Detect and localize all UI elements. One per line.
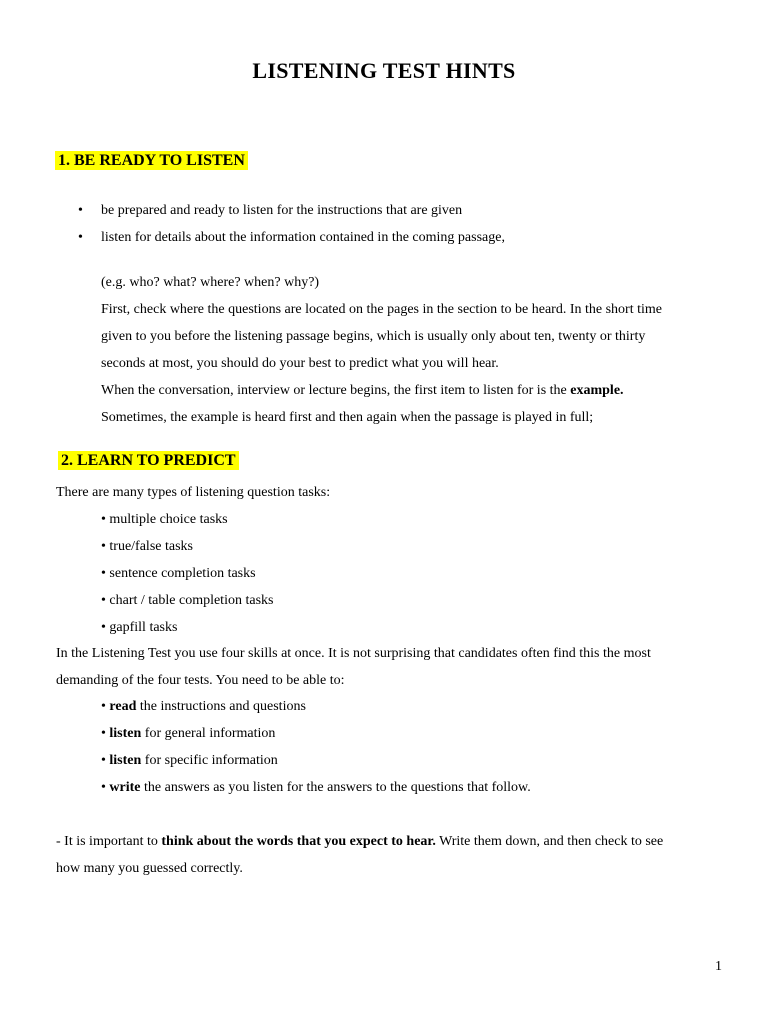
skill-item: [101, 779, 531, 797]
section-2-heading: [58, 452, 239, 470]
skill-bullet: •: [101, 753, 110, 768]
page-number: 1: [715, 959, 722, 974]
skill-item: [101, 698, 306, 716]
skill-text: for general information: [141, 726, 276, 741]
paragraph-line: given to you before the listening passage begins, which is usually only about ten, twenty or thirty: [101, 329, 646, 344]
skill-bullet: •: [101, 726, 110, 741]
skill-bullet: •: [101, 699, 110, 714]
section-2-heading-text: 2. LEARN TO PREDICT: [58, 451, 239, 470]
paragraph-line: [101, 382, 624, 400]
example-questions: (e.g. who? what? where? when? why?): [101, 275, 320, 290]
section-1-heading: [55, 152, 248, 170]
final-text: Write them down, and then check to see: [435, 834, 664, 849]
skill-verb: listen: [109, 753, 142, 768]
task-item: • true/false tasks: [101, 539, 193, 554]
skill-item: [101, 725, 275, 743]
paragraph-line: First, check where the questions are located on the pages in the section to be heard. In the short time: [101, 302, 662, 317]
paragraph-line: Sometimes, the example is heard first and then again when the passage is played in full;: [101, 410, 594, 425]
task-item: • multiple choice tasks: [101, 512, 228, 527]
paragraph-line: demanding of the four tests. You need to be able to:: [56, 673, 345, 688]
skill-text: the instructions and questions: [136, 699, 306, 714]
final-text: - It is important to: [56, 834, 162, 849]
section-1-heading-text: 1. BE READY TO LISTEN: [55, 151, 248, 170]
bullet-item: listen for details about the information contained in the coming passage,: [101, 230, 505, 245]
page-title: LISTENING TEST HINTS: [252, 58, 516, 83]
skill-verb: write: [109, 780, 141, 795]
bullet-dot: •: [78, 203, 83, 218]
paragraph-text: When the conversation, interview or lecture begins, the first item to listen for is the: [101, 383, 571, 398]
section-2-intro: There are many types of listening question tasks:: [56, 485, 331, 500]
task-item: • sentence completion tasks: [101, 566, 256, 581]
bullet-item: be prepared and ready to listen for the instructions that are given: [101, 203, 463, 218]
skill-verb: listen: [109, 726, 142, 741]
bold-term: example.: [570, 383, 624, 398]
skill-bullet: •: [101, 780, 110, 795]
task-item: • chart / table completion tasks: [101, 593, 274, 608]
paragraph-line: seconds at most, you should do your best to predict what you will hear.: [101, 356, 499, 371]
skill-text: for specific information: [141, 753, 278, 768]
bullet-dot: •: [78, 230, 83, 245]
skill-verb: read: [109, 699, 137, 714]
task-item: • gapfill tasks: [101, 620, 178, 635]
final-paragraph-line: [56, 833, 663, 851]
skill-text: the answers as you listen for the answers to the questions that follow.: [140, 780, 531, 795]
paragraph-line: In the Listening Test you use four skills at once. It is not surprising that candidates often find this the most: [56, 646, 651, 661]
final-paragraph-line: how many you guessed correctly.: [56, 861, 243, 876]
final-bold: think about the words that you expect to hear.: [161, 834, 436, 849]
skill-item: [101, 752, 278, 770]
